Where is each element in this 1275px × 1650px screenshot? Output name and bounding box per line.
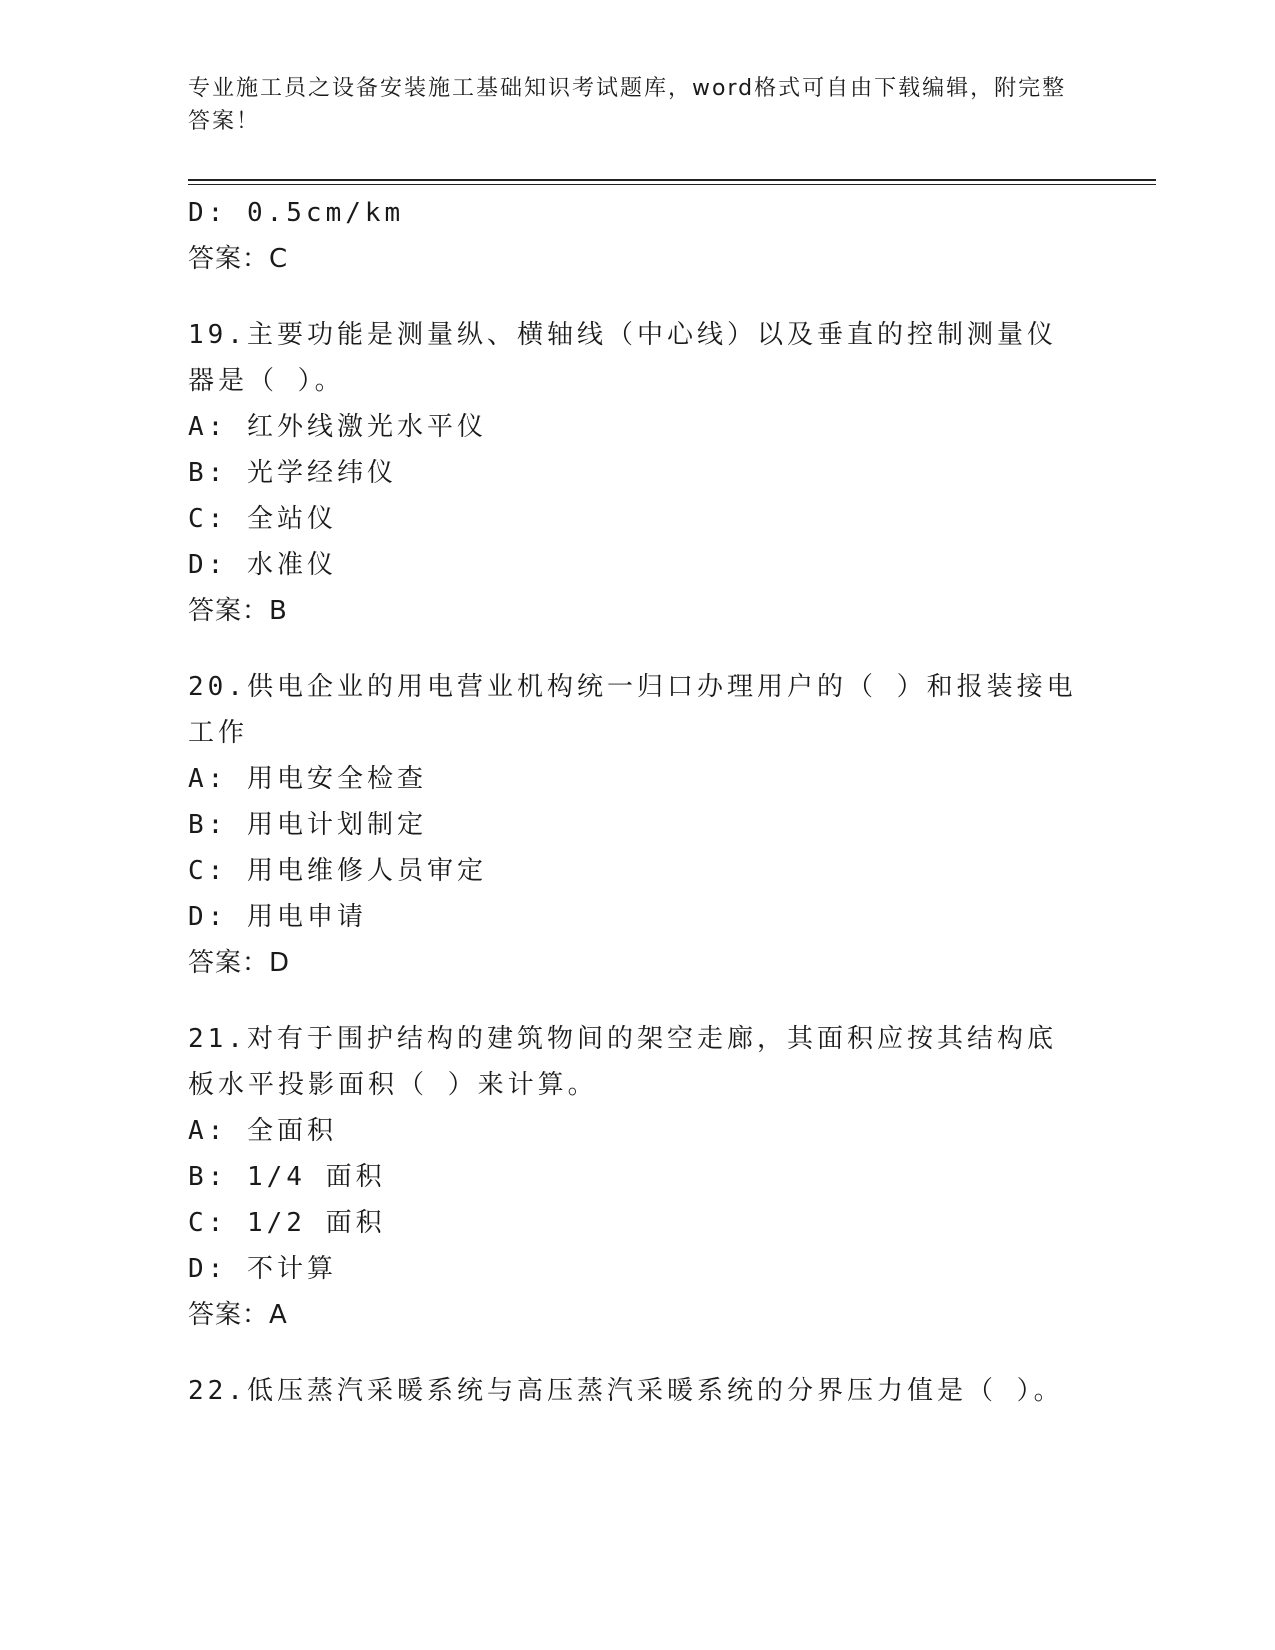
option-c: C: 全站仪	[188, 504, 337, 534]
answer: 答案：B	[188, 596, 288, 626]
document-header: 专业施工员之设备安装施工基础知识考试题库，word格式可自由下载编辑，附完整答案！	[188, 76, 1067, 134]
header-divider-thin	[188, 184, 1156, 185]
option-a: A: 用电安全检查	[188, 764, 427, 794]
answer: 答案：C	[188, 244, 289, 274]
header-divider-thick	[188, 179, 1156, 181]
question-19	[188, 312, 1088, 634]
question-21	[188, 1016, 1088, 1338]
option-b: B: 光学经纬仪	[188, 458, 397, 488]
answer: 答案：A	[188, 1300, 288, 1330]
answer: 答案：D	[188, 948, 291, 978]
question-18-tail	[188, 190, 1088, 282]
option-b: B: 1/4 面积	[188, 1162, 386, 1192]
question-stem: 22.低压蒸汽采暖系统与高压蒸汽采暖系统的分界压力值是（ ）。	[188, 1376, 1064, 1406]
option-c: C: 用电维修人员审定	[188, 856, 487, 886]
question-list	[188, 190, 1088, 1414]
question-stem: 19.主要功能是测量纵、横轴线（中心线）以及垂直的控制测量仪器是（ ）。	[188, 320, 1057, 396]
option-d: D: 水准仪	[188, 550, 337, 580]
question-stem: 21.对有于围护结构的建筑物间的架空走廊，其面积应按其结构底板水平投影面积（ ）来计算。	[188, 1024, 1057, 1100]
question-20	[188, 664, 1088, 986]
question-22	[188, 1368, 1088, 1414]
option-a: A: 红外线激光水平仪	[188, 412, 487, 442]
option-d: D: 不计算	[188, 1254, 337, 1284]
option-d: D: 用电申请	[188, 902, 367, 932]
question-stem: 20.供电企业的用电营业机构统一归口办理用户的（ ）和报装接电工作	[188, 672, 1077, 748]
option-a: A: 全面积	[188, 1116, 337, 1146]
option-d: D: 0.5cm/km	[188, 198, 405, 228]
option-c: C: 1/2 面积	[188, 1208, 386, 1238]
option-b: B: 用电计划制定	[188, 810, 427, 840]
